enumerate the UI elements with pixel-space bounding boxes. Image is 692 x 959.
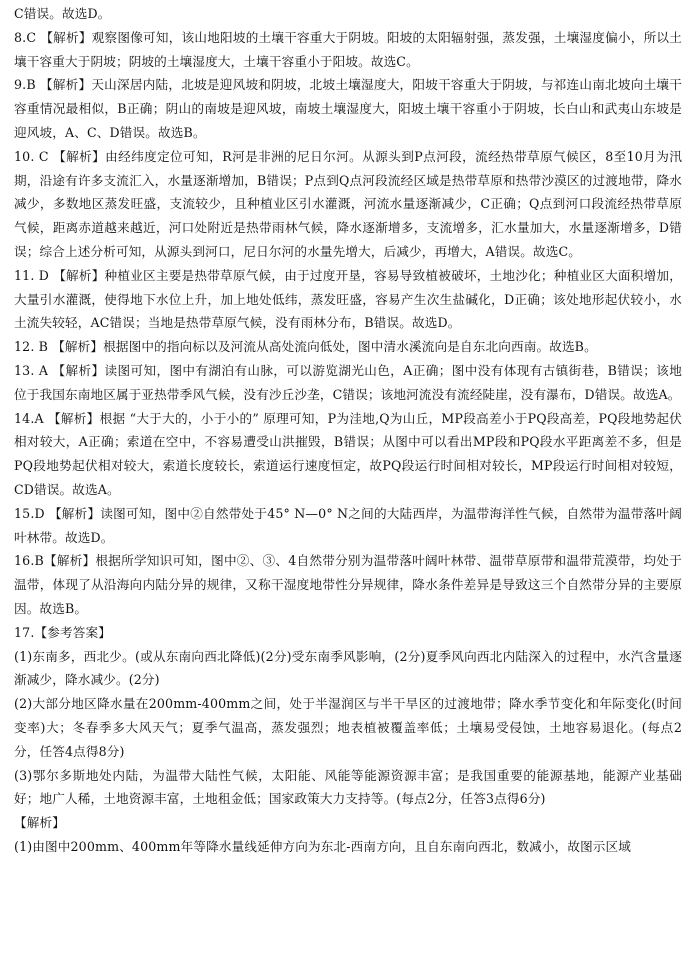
answer-8: 8.C 【解析】观察图像可知，该山地阳坡的土壤干容重大于阴坡。阳坡的太阳辐射强，蒸发强，土壤湿度偏小，所以土壤干容重大于阴坡；阴坡的土壤湿度大，土壤干容重小于阳坡。故选C。 — [14, 29, 682, 69]
analysis-heading: 【解析】 — [14, 815, 65, 831]
answer-17-part-2: (2)大部分地区降水量在200mm-400mm之间，处于半湿润区与半干旱区的过渡地带；降水季节变化和年际变化(时间变率)大；冬春季多大风天气；夏季气温高，蒸发强烈；地表植被覆盖率低；土壤易受侵蚀，土地容易退化。(每点2分，任答4点得8分) — [14, 696, 682, 759]
analysis-part-1: (1)由图中200mm、400mm年等降水量线延伸方向为东北-西南方向，且自东南向西北，数减小，故图示区域 — [14, 838, 632, 854]
answer-16: 16.B【解析】根据所学知识可知，图中②、③、4自然带分别为温带落叶阔叶林带、温带草原带和温带荒漠带，均处于温带，体现了从沿海向内陆分异的规律，又称干湿度地带性分异规律，降水条件差异是导致这三个自然带分异的主要原因。故选B。 — [14, 553, 682, 616]
answer-17-part-3: (3)鄂尔多斯地处内陆，为温带大陆性气候，太阳能、风能等能源资源丰富；是我国重要的能源基地，能源产业基础好；地广人稀，土地资源丰富，土地租金低；国家政策大力支持等。(每点2分，任答3点得6分) — [14, 767, 682, 807]
answer-17-heading: 17.【参考答案】 — [14, 624, 111, 640]
answer-9: 9.B 【解析】天山深居内陆，北坡是迎风坡和阴坡，北坡土壤湿度大，阳坡干容重大于阴坡，与祁连山南北坡向土壤干容重情况最相似，B正确；阴山的南坡是迎风坡，南坡土壤湿度大，阳坡土壤干容重小于阴坡，长白山和武夷山东坡是迎风坡，A、C、D错误。故选B。 — [14, 77, 682, 140]
answer-12: 12. B 【解析】根据图中的指向标以及河流从高处流向低处，图中清水溪流向是自东北向西南。故选B。 — [14, 339, 597, 355]
answer-14: 14.A 【解析】根据 “大于大的，小于小的” 原理可知，P为洼地,Q为山丘，MP段高差小于PQ段高差，PQ段地势起伏相对较大，A正确；索道在空中，不容易遭受山洪摧毁，B错误；从图中可以看出MP段和PQ段水平距离差不多，但是PQ段地势起伏相对较大，索道长度较长，索道运行速度恒定，故PQ段运行时间相对较长，MP段运行时间相对较短，CD错误。故选A。 — [14, 410, 682, 497]
answer-11: 11. D 【解析】种植业区主要是热带草原气候，由于过度开垦，容易导致植被破坏，土地沙化；种植业区大面积增加，大量引水灌溉，使得地下水位上升，加上地处低纬，蒸发旺盛，容易产生次生盐碱化，D正确；该处地形起伏较小，水土流失较轻，AC错误；当地是热带草原气候，没有雨林分布，B错误。故选D。 — [14, 267, 682, 331]
answer-c-wrong-line: C错误。故选D。 — [14, 6, 111, 21]
answer-13: 13. A 【解析】读图可知，图中有湖泊有山脉，可以游览湖光山色，A正确；图中没有体现有古镇街巷，B错误；该地位于我国东南地区属于亚热带季风气候，没有沙丘沙垄，C错误；该地河流没有流经陡崖，没有瀑布，D错误。故选A。 — [14, 362, 682, 402]
answer-10: 10. C 【解析】由经纬度定位可知，R河是非洲的尼日尔河。从源头到P点河段，流经热带草原气候区，8至10月为汛期，沿途有许多支流汇入，水量逐渐增加，B错误；P点到Q点河段流经区域是热带草原和热带沙漠区的过渡地带，降水减少，多数地区蒸发旺盛，支流较少，且种植业区引水灌溉，河流水量逐渐减少，C正确；Q点到河口段流经热带草原气候，距离赤道越来越近，河口处附近是热带雨林气候，降水逐渐增多，支流增多，汇水量加大，水量逐渐增多，D错误；综合上述分析可知，从源头到河口，尼日尔河的水量先增大，后减少，再增大，A错误。故选C。 — [14, 148, 682, 259]
answer-17-part-1: (1)东南多，西北少。(或从东南向西北降低)(2分)受东南季风影响，(2分)夏季风向西北内陆深入的过程中，水汽含量逐渐减少，降水减少。(2分) — [14, 648, 682, 688]
answer-15: 15.D 【解析】读图可知，图中②自然带处于45° N—0° N之间的大陆西岸，为温带海洋性气候，自然带为温带落叶阔叶林带。故选D。 — [14, 505, 682, 545]
